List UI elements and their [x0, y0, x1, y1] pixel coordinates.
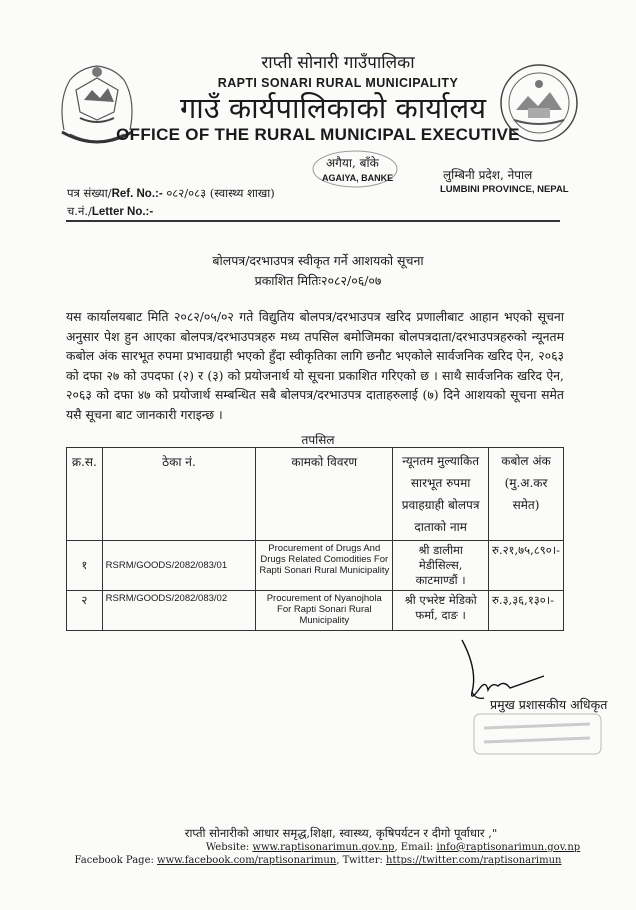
row-amount: रु.३,३६,१३०।-: [489, 591, 564, 631]
municipality-name-en: RAPTI SONARI RURAL MUNICIPALITY: [217, 76, 459, 90]
website-label: Website:: [205, 842, 253, 853]
row-contract: RSRM/GOODS/2082/083/02: [102, 591, 256, 631]
row-description: Procurement of Drugs And Drugs Related Comodities For Rapti Sonari Rural Municipality: [256, 541, 393, 591]
header-divider: [66, 220, 560, 222]
table-row: [67, 591, 564, 631]
twitter-label: , Twitter:: [336, 855, 387, 866]
col-header-amount: कबोल अंक (मु.अ.कर समेत): [489, 448, 564, 541]
table-header-row: [67, 448, 564, 541]
notice-body: यस कार्यालयबाट मिति २०८२/०५/०२ गते विद्युतिय बोलपत्र/दरभाउपत्र खरिद प्रणालीबाट आहान भएको सूचना अनुसार पेश हुन आएका बोलपत्र/दरभाउपत्रहरु मध्य तपसिल बमोजिमका बोलपत्रदाता/दरभाउपत्रहरुको न्यूनतम कबोल अंक सारभूत रुपमा प्रभावग्राही भएको हुँदा स्वीकृतिका लागि छनौट भएकोले सार्वजनिक खरिद ऐन, २०६३ को दफा २७ को उपदफा (२) र (३) को प्रयोजनार्थ यो सूचना प्रकाशित गरिएको छ । साथै सार्वजनिक खरिद ऐन, २०६३ को दफा ४७ को प्रयोजार्थ सम्बन्धित सबै बोलपत्र/दरभाउपत्र दाताहरुलाई (७) दिने आशयको सूचना समेत यसै सूचना बाट जानकारी गराइन्छ ।: [66, 309, 564, 422]
col-header-contract: ठेका नं.: [102, 448, 256, 541]
ref-label-np: पत्र संख्या/: [67, 186, 112, 200]
website-link[interactable]: www.raptisonarimun.gov.np: [252, 842, 395, 853]
row-bidder: श्री डालीमा मेडीसिल्स, काटमाण्डौं ।: [393, 541, 489, 591]
office-name-np: गाउँ कार्यपालिकाको कार्यालय: [179, 91, 487, 125]
place-np: अगैया, बाँके: [326, 156, 379, 170]
office-name-en: OFFICE OF THE RURAL MUNICIPAL EXECUTIVE: [116, 125, 520, 144]
facebook-link[interactable]: www.facebook.com/raptisonarimun: [157, 855, 337, 866]
row-bidder: श्री एभरेष्ट मेडिको फर्मा, दाङ ।: [393, 591, 489, 631]
ref-label-en: Ref. No.:-: [111, 188, 163, 200]
twitter-link[interactable]: https://twitter.com/raptisonarimun: [386, 855, 562, 866]
province-np: लुम्बिनी प्रदेश, नेपाल: [443, 168, 533, 182]
row-sn: २: [67, 591, 103, 631]
signatory-title: प्रमुख प्रशासकीय अधिकृत: [490, 697, 608, 712]
footer-social: [0, 855, 636, 866]
col-header-bidder: न्यूनतम मुल्याकित सारभूत रुपमा प्रवाहग्राही बोलपत्र दाताको नाम: [393, 448, 489, 541]
official-stamp-icon: [470, 710, 605, 758]
municipality-name-np: राप्ती सोनारी गाउँपालिका: [261, 53, 415, 73]
footer-motto: राप्ती सोनारीको आधार समृद्ध,शिक्षा, स्वास्थ्य, कृषिपर्यटन र दीगो पूर्वाधार ,": [184, 826, 498, 840]
row-sn: १: [67, 541, 103, 591]
row-description: Procurement of Nyanojhola For Rapti Sonari Rural Municipality: [256, 591, 393, 631]
row-contract: RSRM/GOODS/2082/083/01: [102, 541, 256, 591]
procurement-table: [66, 447, 564, 631]
province-en: LUMBINI PROVINCE, NEPAL: [440, 184, 569, 195]
ref-value: ०८२/०८३ (स्वास्थ्य शाखा): [166, 186, 275, 200]
notice-published-date: प्रकाशित मितिः२०८२/०६/०७: [254, 273, 382, 288]
letter-number: [67, 204, 153, 219]
footer-contact: [0, 842, 636, 853]
notice-title: बोलपत्र/दरभाउपत्र स्वीकृत गर्ने आशयको सूचना: [212, 253, 424, 268]
col-header-description: कामको विवरण: [256, 448, 393, 541]
row-amount: रु.२१,७५,८९०।-: [489, 541, 564, 591]
table-row: [67, 541, 564, 591]
letter-label-np: च.नं./: [67, 204, 92, 218]
ref-number: [67, 186, 275, 201]
letter-label-en: Letter No.:-: [91, 206, 154, 218]
place-en: AGAIYA, BANKE: [322, 173, 394, 183]
table-caption: तपसिल: [301, 433, 335, 447]
email-label: , Email:: [394, 842, 437, 853]
email-link[interactable]: info@raptisonarimun.gov.np: [436, 842, 581, 853]
facebook-label: Facebook Page:: [74, 855, 158, 866]
col-header-sn: क्र.स.: [67, 448, 103, 541]
